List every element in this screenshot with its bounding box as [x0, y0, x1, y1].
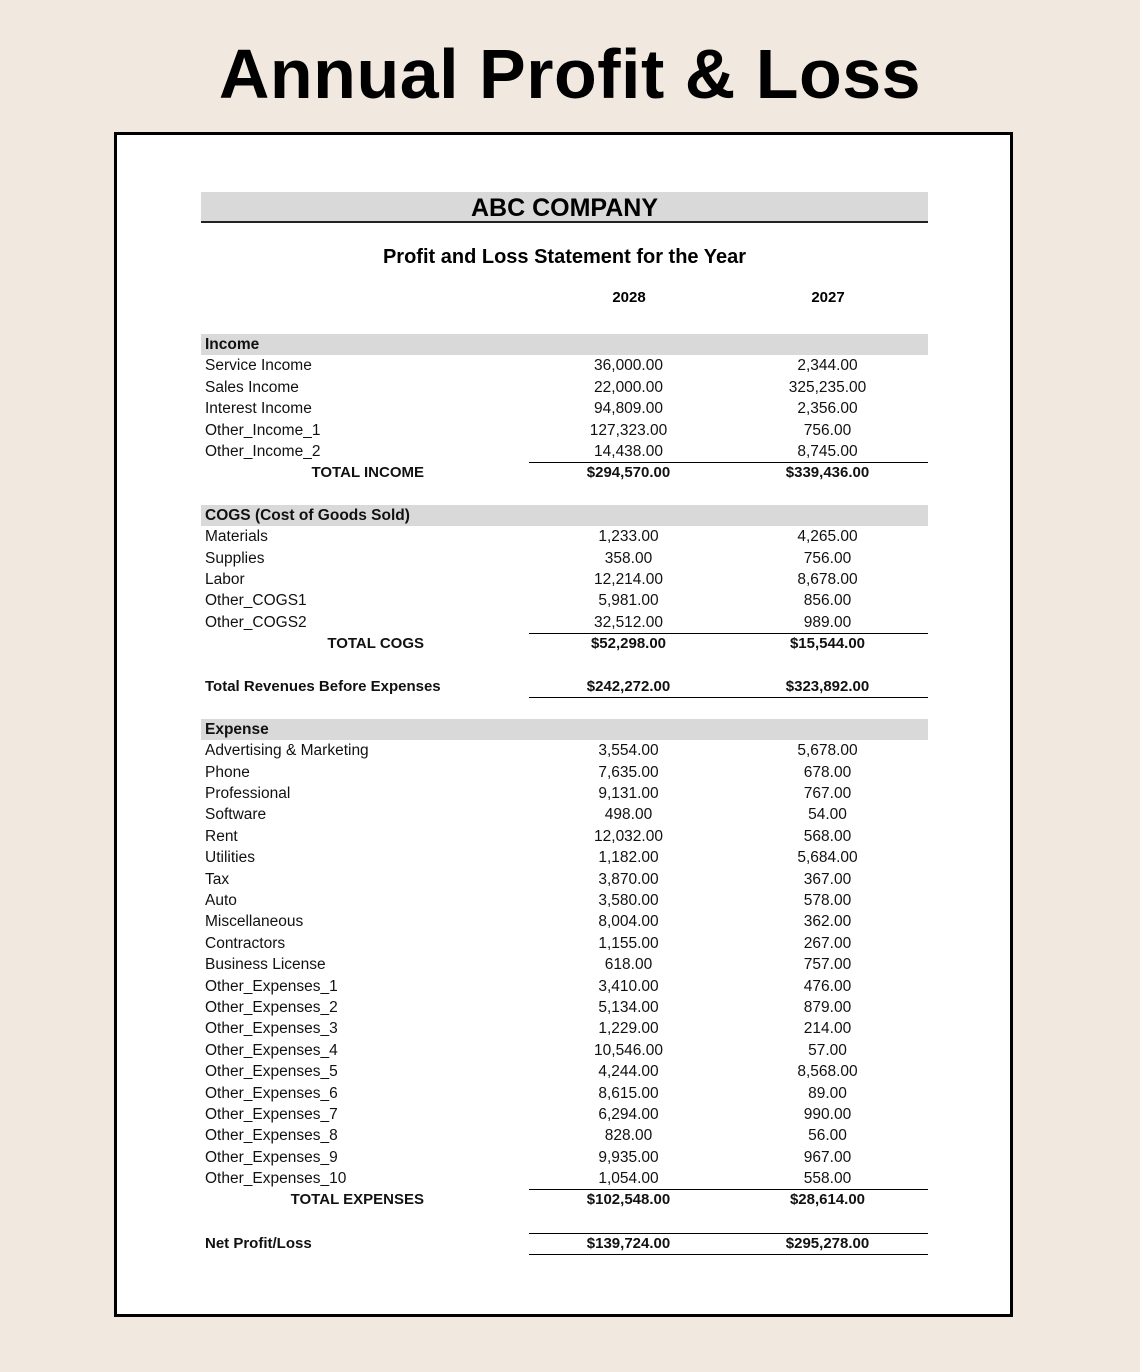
line-item-value-2028: 3,554.00: [598, 742, 659, 760]
line-item-value-2027: 2,356.00: [797, 400, 858, 418]
line-item-value-2027: 879.00: [803, 998, 852, 1016]
statement-body: [201, 192, 928, 1254]
line-item-label: Phone: [205, 763, 250, 781]
line-item-value-2027: 2,344.00: [797, 357, 858, 375]
line-item-row: [201, 1018, 928, 1039]
line-item-row: [201, 441, 928, 462]
total-income-2027: $339,436.00: [785, 464, 870, 482]
total-expenses-row: [201, 1189, 928, 1210]
line-item-label: Other_Expenses_8: [205, 1127, 338, 1145]
line-item-value-2027: 214.00: [803, 1020, 852, 1038]
line-item-value-2027: 989.00: [803, 613, 852, 631]
line-item-row: [201, 612, 928, 633]
line-item-value-2028: 12,214.00: [594, 570, 663, 588]
line-item-value-2027: 8,568.00: [797, 1063, 858, 1081]
line-item-label: Other_Income_1: [205, 421, 321, 439]
line-item-value-2028: 5,134.00: [598, 998, 659, 1016]
income-heading-label: Income: [205, 336, 260, 353]
line-item-row: [201, 590, 928, 611]
line-item-value-2027: 756.00: [803, 549, 852, 567]
line-item-value-2027: 89.00: [808, 1084, 847, 1102]
line-item-value-2028: 9,935.00: [598, 1148, 659, 1166]
line-item-value-2027: 568.00: [803, 827, 852, 845]
line-item-value-2027: 757.00: [803, 956, 852, 974]
line-item-row: [201, 1083, 928, 1104]
line-item-row: [201, 954, 928, 975]
line-item-value-2028: 8,004.00: [598, 913, 659, 931]
revenues-before-expenses-2028: $242,272.00: [586, 678, 671, 696]
line-item-label: Other_Expenses_7: [205, 1105, 338, 1123]
expense-heading-label: Expense: [205, 720, 269, 738]
statement-title: Profit and Loss Statement for the Year: [382, 246, 747, 268]
line-item-value-2027: 990.00: [803, 1105, 852, 1123]
line-item-value-2028: 36,000.00: [594, 357, 663, 375]
line-item-value-2027: 5,678.00: [797, 742, 858, 760]
line-item-label: Auto: [205, 891, 237, 909]
line-item-row: [201, 762, 928, 783]
line-item-label: Other_COGS2: [205, 613, 307, 631]
line-item-value-2027: 578.00: [803, 891, 852, 909]
line-item-label: Miscellaneous: [205, 913, 304, 931]
line-item-label: Interest Income: [205, 400, 312, 418]
line-item-label: Sales Income: [205, 378, 299, 396]
line-item-value-2028: 6,294.00: [598, 1105, 659, 1123]
line-item-label: Other_Expenses_1: [205, 977, 338, 995]
line-item-label: Rent: [205, 827, 238, 845]
line-item-label: Other_Expenses_6: [205, 1084, 338, 1102]
page-title: Annual Profit & Loss: [218, 35, 922, 113]
line-item-label: Tax: [205, 870, 230, 888]
line-item-row: [201, 1168, 928, 1189]
total-expenses-2028: $102,548.00: [586, 1191, 671, 1209]
line-item-label: Other_Income_2: [205, 442, 321, 460]
line-item-label: Other_Expenses_10: [205, 1170, 347, 1188]
line-item-value-2028: 94,809.00: [594, 400, 663, 418]
revenues-before-expenses-2027: $323,892.00: [785, 678, 870, 696]
line-item-row: [201, 826, 928, 847]
line-item-label: Business License: [205, 956, 326, 974]
line-item-value-2027: 678.00: [803, 763, 852, 781]
line-item-value-2028: 1,233.00: [598, 528, 659, 546]
line-item-value-2028: 618.00: [604, 956, 653, 974]
total-income-row: [201, 462, 928, 483]
line-item-label: Other_Expenses_2: [205, 998, 338, 1016]
line-item-label: Materials: [205, 528, 268, 546]
line-item-value-2027: 56.00: [808, 1127, 847, 1145]
line-item-label: Other_Expenses_4: [205, 1041, 338, 1059]
line-item-value-2027: 267.00: [803, 934, 852, 952]
net-profit-row: [201, 1233, 928, 1254]
year-column-1: 2028: [612, 289, 646, 306]
line-item-row: [201, 783, 928, 804]
line-item-label: Other_Expenses_9: [205, 1148, 338, 1166]
expense-section-heading: [201, 719, 928, 740]
cogs-section-heading: [201, 505, 928, 526]
line-item-value-2027: 8,745.00: [797, 442, 858, 460]
line-item-row: [201, 1061, 928, 1082]
net-profit-2027: $295,278.00: [785, 1234, 870, 1252]
line-item-value-2028: 7,635.00: [598, 763, 659, 781]
line-item-label: Other_COGS1: [205, 592, 307, 610]
line-item-label: Supplies: [205, 549, 265, 567]
line-item-value-2028: 3,870.00: [598, 870, 659, 888]
line-item-value-2027: 325,235.00: [788, 378, 867, 396]
total-cogs-2027: $15,544.00: [789, 635, 866, 653]
line-item-value-2028: 12,032.00: [594, 827, 663, 845]
line-item-value-2027: 57.00: [808, 1041, 847, 1059]
line-item-value-2028: 32,512.00: [594, 613, 663, 631]
line-item-value-2028: 10,546.00: [594, 1041, 663, 1059]
line-item-value-2027: 967.00: [803, 1148, 852, 1166]
line-item-row: [201, 933, 928, 954]
line-item-row: [201, 890, 928, 911]
revenues-before-expenses-label: Total Revenues Before Expenses: [205, 678, 441, 696]
income-section-heading: [201, 334, 928, 355]
line-item-value-2027: 756.00: [803, 421, 852, 439]
line-item-value-2028: 1,229.00: [598, 1020, 659, 1038]
net-profit-label: Net Profit/Loss: [205, 1234, 312, 1252]
line-item-row: [201, 976, 928, 997]
line-item-value-2028: 3,410.00: [598, 977, 659, 995]
year-header: [201, 289, 928, 309]
line-item-label: Service Income: [205, 357, 312, 375]
line-item-value-2028: 1,054.00: [598, 1170, 659, 1188]
line-item-label: Other_Expenses_3: [205, 1020, 338, 1038]
line-item-row: [201, 355, 928, 376]
total-cogs-label: TOTAL COGS: [327, 635, 424, 653]
line-item-value-2028: 9,131.00: [598, 785, 659, 803]
line-item-value-2028: 22,000.00: [594, 378, 663, 396]
total-expenses-2027: $28,614.00: [789, 1191, 866, 1209]
line-item-value-2027: 8,678.00: [797, 570, 858, 588]
total-cogs-2028: $52,298.00: [590, 635, 667, 653]
line-item-value-2027: 4,265.00: [797, 528, 858, 546]
line-item-label: Professional: [205, 785, 291, 803]
revenues-before-expenses-row: [201, 676, 928, 697]
line-item-row: [201, 526, 928, 547]
line-item-label: Utilities: [205, 849, 255, 867]
line-item-value-2028: 3,580.00: [598, 891, 659, 909]
line-item-value-2027: 367.00: [803, 870, 852, 888]
line-item-value-2028: 127,323.00: [589, 421, 668, 439]
line-item-value-2027: 362.00: [803, 913, 852, 931]
line-item-value-2028: 828.00: [604, 1127, 653, 1145]
line-item-label: Advertising & Marketing: [205, 742, 369, 760]
net-profit-2028: $139,724.00: [586, 1234, 671, 1252]
statement-sheet: [114, 132, 1013, 1317]
line-item-row: [201, 1147, 928, 1168]
line-item-value-2027: 476.00: [803, 977, 852, 995]
line-item-row: [201, 420, 928, 441]
line-item-row: [201, 1104, 928, 1125]
line-item-label: Other_Expenses_5: [205, 1063, 338, 1081]
line-item-row: [201, 911, 928, 932]
year-column-2: 2027: [811, 289, 845, 306]
total-income-2028: $294,570.00: [586, 464, 671, 482]
total-cogs-row: [201, 633, 928, 654]
line-item-value-2028: 1,155.00: [598, 934, 659, 952]
cogs-heading-label: COGS (Cost of Goods Sold): [205, 506, 410, 524]
line-item-label: Contractors: [205, 934, 286, 952]
line-item-row: [201, 869, 928, 890]
line-item-value-2027: 5,684.00: [797, 849, 858, 867]
line-item-value-2028: 4,244.00: [598, 1063, 659, 1081]
line-item-row: [201, 548, 928, 569]
line-item-row: [201, 377, 928, 398]
line-item-value-2027: 767.00: [803, 785, 852, 803]
line-item-row: [201, 740, 928, 761]
line-item-value-2028: 498.00: [604, 806, 653, 824]
line-item-value-2027: 558.00: [803, 1170, 852, 1188]
line-item-label: Labor: [205, 570, 245, 588]
line-item-row: [201, 569, 928, 590]
line-item-row: [201, 847, 928, 868]
line-item-label: Software: [205, 806, 267, 824]
line-item-row: [201, 398, 928, 419]
line-item-value-2027: 856.00: [803, 592, 852, 610]
line-item-row: [201, 804, 928, 825]
company-name: ABC COMPANY: [201, 192, 928, 223]
line-item-value-2028: 8,615.00: [598, 1084, 659, 1102]
line-item-row: [201, 1125, 928, 1146]
line-item-value-2028: 14,438.00: [594, 442, 663, 460]
line-item-value-2028: 1,182.00: [598, 849, 659, 867]
total-income-label: TOTAL INCOME: [311, 464, 424, 482]
line-item-value-2028: 358.00: [604, 549, 653, 567]
line-item-row: [201, 997, 928, 1018]
line-item-value-2028: 5,981.00: [598, 592, 659, 610]
line-item-row: [201, 1040, 928, 1061]
line-item-value-2027: 54.00: [808, 806, 847, 824]
total-expenses-label: TOTAL EXPENSES: [290, 1191, 424, 1209]
